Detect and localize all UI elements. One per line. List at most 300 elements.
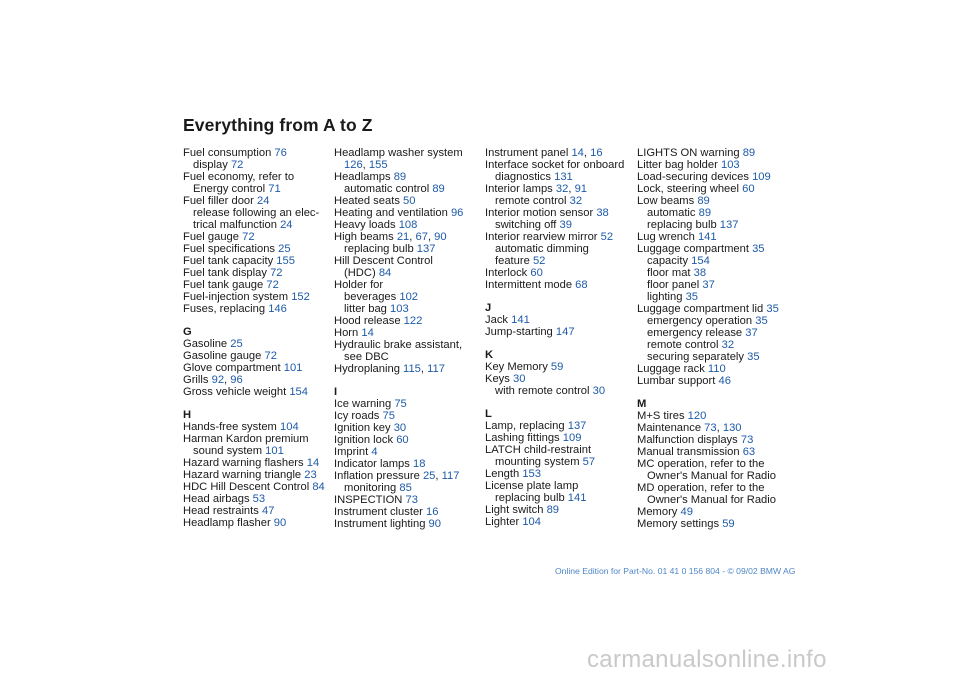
page-ref-separator: ,: [435, 470, 442, 482]
index-term: remote control: [495, 195, 570, 207]
index-term: Hydraulic brake assistant,: [334, 339, 463, 351]
page-ref-link[interactable]: 32: [721, 339, 735, 351]
page-ref-link[interactable]: 21: [396, 231, 410, 243]
index-entry: [637, 422, 782, 434]
page-ref-link[interactable]: 155: [368, 159, 388, 171]
page-ref-link[interactable]: 152: [291, 291, 310, 303]
index-term: Inflation pressure: [334, 470, 423, 482]
index-entry: [334, 446, 479, 458]
index-entry: [334, 434, 479, 446]
page-ref-link[interactable]: 25: [230, 338, 243, 350]
index-term: Intermittent mode: [485, 279, 576, 291]
page-ref-link[interactable]: 16: [590, 147, 603, 159]
index-entry: [637, 171, 782, 183]
index-subentry: [485, 195, 630, 207]
index-entry: [183, 481, 328, 493]
index-term: securing separately: [647, 351, 748, 363]
index-term: emergency operation: [647, 315, 756, 327]
page-ref-link[interactable]: 24: [257, 195, 270, 207]
page-ref-link[interactable]: 115: [403, 363, 421, 375]
index-term: capacity: [647, 255, 692, 267]
index-term: Headlamps: [334, 171, 394, 183]
page-ref-link[interactable]: 35: [766, 303, 779, 315]
index-term: Fuel consumption: [183, 147, 275, 159]
index-term: display: [193, 159, 231, 171]
page-ref-link[interactable]: 32: [555, 183, 569, 195]
index-term: HDC Hill Descent Control: [183, 481, 313, 493]
index-term: Key Memory: [485, 361, 551, 373]
page-ref-link[interactable]: 89: [742, 147, 756, 159]
index-term: Lumbar support: [637, 375, 719, 387]
index-subentry: [637, 494, 782, 506]
index-subentry: [637, 207, 782, 219]
page-ref-link[interactable]: 154: [691, 255, 710, 267]
index-term: Gasoline gauge: [183, 350, 265, 362]
site-watermark: carmanualsonline.info: [587, 646, 827, 673]
page-ref-link[interactable]: 96: [450, 207, 464, 219]
page-ref-link[interactable]: 25: [278, 243, 291, 255]
page-ref-link[interactable]: 90: [273, 517, 287, 529]
page-ref-link[interactable]: 39: [559, 219, 572, 231]
index-term: Maintenance: [637, 422, 705, 434]
index-subentry: [485, 171, 630, 183]
index-entry: [183, 433, 328, 445]
page-ref-link[interactable]: 141: [697, 231, 717, 243]
index-term: Interior motion sensor: [485, 207, 597, 219]
index-term: (HDC): [344, 267, 379, 279]
index-term: Owner's Manual for Radio: [647, 494, 776, 506]
index-entry: [183, 303, 328, 315]
index-term: Manual transmission: [637, 446, 743, 458]
index-term: Hazard warning triangle: [183, 469, 305, 481]
page-ref-link[interactable]: 117: [427, 363, 445, 375]
index-subentry: [637, 315, 782, 327]
index-subentry: [637, 291, 782, 303]
page-ref-link[interactable]: 68: [575, 279, 588, 291]
index-term: sound system: [193, 445, 266, 457]
index-entry: [183, 147, 328, 159]
index-term: Instrument lighting: [334, 518, 429, 530]
index-entry: [637, 482, 782, 494]
index-term: feature: [495, 255, 533, 267]
page-ref-link[interactable]: 91: [574, 183, 588, 195]
index-entry: [334, 410, 479, 422]
index-entry: [183, 243, 328, 255]
page-ref-separator: ,: [224, 374, 231, 386]
index-term: Instrument cluster: [334, 506, 427, 518]
index-entry: [183, 493, 328, 505]
page-title: Everything from A to Z: [183, 115, 373, 135]
index-term: Load-securing devices: [637, 171, 753, 183]
page-ref-link[interactable]: 72: [270, 267, 283, 279]
index-entry: [637, 410, 782, 422]
index-term: Lighter: [485, 516, 523, 528]
index-term: floor panel: [647, 279, 703, 291]
index-term: lighting: [647, 291, 686, 303]
page-ref-link[interactable]: 73: [405, 494, 418, 506]
index-entry: [485, 159, 630, 171]
index-term: Litter bag holder: [637, 159, 721, 171]
page-ref-link[interactable]: 108: [398, 219, 418, 231]
index-entry: [183, 338, 328, 350]
index-subentry: [637, 327, 782, 339]
page-ref-link[interactable]: 96: [230, 374, 243, 386]
index-term: Grills: [183, 374, 212, 386]
index-term: Interface socket for onboard: [485, 159, 625, 171]
page-ref-link[interactable]: 85: [399, 482, 412, 494]
page-ref-link[interactable]: 72: [230, 159, 244, 171]
page-ref-link[interactable]: 63: [742, 446, 756, 458]
index-term: Interior lamps: [485, 183, 556, 195]
index-entry: [334, 458, 479, 470]
index-section-letter: M: [637, 398, 647, 410]
index-entry: [183, 362, 328, 374]
index-entry: [485, 279, 630, 291]
index-term: Owner's Manual for Radio: [647, 470, 776, 482]
page-ref-link[interactable]: 141: [511, 314, 530, 326]
page-ref-link[interactable]: 67: [415, 231, 428, 243]
page-ref-link[interactable]: 109: [562, 432, 582, 444]
page-ref-link[interactable]: 35: [747, 351, 760, 363]
index-term: Hood release: [334, 315, 404, 327]
index-section-letter: L: [485, 408, 492, 420]
index-entry: [183, 255, 328, 267]
page-ref-link[interactable]: 89: [697, 195, 710, 207]
index-entry: [183, 279, 328, 291]
index-entry: [183, 231, 328, 243]
page-ref-link[interactable]: 35: [752, 243, 765, 255]
page-ref-link[interactable]: 72: [242, 231, 255, 243]
page-ref-link[interactable]: 14: [571, 147, 584, 159]
index-section-letter: I: [334, 386, 338, 398]
page-ref-separator: ,: [716, 422, 723, 434]
index-term: Malfunction displays: [637, 434, 741, 446]
page-ref-link[interactable]: 72: [266, 279, 279, 291]
page-ref-link[interactable]: 146: [268, 303, 287, 315]
index-term: Gross vehicle weight: [183, 386, 290, 398]
index-subentry: [637, 219, 782, 231]
index-entry: [485, 361, 630, 373]
page-ref-link[interactable]: 101: [283, 362, 303, 374]
index-entry: [637, 518, 782, 530]
index-entry: [637, 375, 782, 387]
index-entry: [334, 506, 479, 518]
index-term: Fuel tank gauge: [183, 279, 267, 291]
page-ref-link[interactable]: 147: [555, 326, 575, 338]
index-entry: [183, 350, 328, 362]
index-subentry: [183, 207, 328, 219]
index-term: Low beams: [637, 195, 698, 207]
page-ref-link[interactable]: 153: [522, 468, 541, 480]
page-ref-separator: ,: [568, 183, 575, 195]
page-ref-link[interactable]: 154: [289, 386, 308, 398]
index-entry: [637, 303, 782, 315]
index-term: Indicator lamps: [334, 458, 413, 470]
index-term: replacing bulb: [495, 492, 568, 504]
page-ref-link[interactable]: 60: [396, 434, 409, 446]
index-term: Interlock: [485, 267, 531, 279]
page-ref-link[interactable]: 137: [719, 219, 739, 231]
index-entry: [334, 147, 479, 159]
index-entry: [183, 517, 328, 529]
index-term: Fuel-injection system: [183, 291, 292, 303]
page-ref-link[interactable]: 72: [264, 350, 277, 362]
index-entry: [637, 243, 782, 255]
index-entry: [637, 231, 782, 243]
index-subentry: [637, 351, 782, 363]
page-ref-link[interactable]: 73: [740, 434, 754, 446]
index-term: Fuel specifications: [183, 243, 279, 255]
page-ref-separator: ,: [420, 363, 428, 375]
page-ref-link[interactable]: 4: [371, 446, 378, 458]
index-term: Gasoline: [183, 338, 231, 350]
index-term: Fuel filler door: [183, 195, 257, 207]
page-ref-link[interactable]: 32: [569, 195, 583, 207]
page-ref-link[interactable]: 117: [441, 470, 460, 482]
index-entry: [637, 506, 782, 518]
index-term: Ignition key: [334, 422, 394, 434]
index-term: Hands-free system: [183, 421, 280, 433]
page-ref-link[interactable]: 16: [426, 506, 439, 518]
page-ref-link[interactable]: 75: [394, 398, 407, 410]
index-section-letter: H: [183, 409, 192, 421]
page-ref-link[interactable]: 49: [680, 506, 693, 518]
index-entry: [485, 326, 630, 338]
page-ref-link[interactable]: 73: [704, 422, 717, 434]
index-subentry: [183, 219, 328, 231]
page-ref-link[interactable]: 103: [390, 303, 409, 315]
page-ref-link[interactable]: 104: [280, 421, 299, 433]
index-term: Keys: [485, 373, 513, 385]
index-term: Ignition lock: [334, 434, 397, 446]
index-term: Hazard warning flashers: [183, 457, 307, 469]
index-entry: [334, 231, 479, 243]
index-term: remote control: [647, 339, 722, 351]
index-entry: [637, 147, 782, 159]
index-subentry: [334, 303, 479, 315]
page-ref-link[interactable]: 92: [211, 374, 225, 386]
index-entry: [485, 432, 630, 444]
index-subentry: [637, 470, 782, 482]
index-term: Headlamp flasher: [183, 517, 274, 529]
index-term: see DBC: [344, 351, 389, 363]
index-entry: [183, 171, 328, 183]
index-entry: [183, 291, 328, 303]
page-ref-link[interactable]: 84: [312, 481, 325, 493]
page-ref-link[interactable]: 89: [393, 171, 407, 183]
index-entry: [334, 470, 479, 482]
page-ref-link[interactable]: 59: [722, 518, 735, 530]
index-section-letter: K: [485, 349, 494, 361]
index-subentry: [637, 255, 782, 267]
index-entry: [183, 421, 328, 433]
page-ref-link[interactable]: 50: [403, 195, 416, 207]
page-ref-link[interactable]: 75: [382, 410, 395, 422]
index-term: LIGHTS ON warning: [637, 147, 743, 159]
page-ref-link[interactable]: 38: [596, 207, 609, 219]
page-ref-link[interactable]: 90: [428, 518, 441, 530]
index-term: Imprint: [334, 446, 372, 458]
page-ref-link[interactable]: 23: [304, 469, 317, 481]
index-term: Jack: [485, 314, 512, 326]
index-term: Memory: [637, 506, 681, 518]
page-ref-link[interactable]: 24: [280, 219, 293, 231]
index-column-3: [485, 147, 630, 528]
index-entry: [334, 171, 479, 183]
index-subentry: [485, 385, 630, 397]
index-term: emergency release: [647, 327, 746, 339]
index-entry: [183, 267, 328, 279]
page-ref-link[interactable]: 110: [707, 363, 726, 375]
index-entry: [485, 183, 630, 195]
index-term: automatic control: [344, 183, 433, 195]
page-ref-link[interactable]: 37: [745, 327, 758, 339]
page-ref-link[interactable]: 89: [432, 183, 445, 195]
page-ref-link[interactable]: 53: [252, 493, 266, 505]
page-ref-separator: ,: [409, 231, 416, 243]
index-term: Fuel tank display: [183, 267, 271, 279]
index-entry: [485, 480, 630, 492]
index-term: M+S tires: [637, 410, 688, 422]
page-ref-link[interactable]: 89: [698, 207, 712, 219]
page-ref-link[interactable]: 60: [742, 183, 755, 195]
index-term: Fuel tank capacity: [183, 255, 277, 267]
page-ref-link[interactable]: 101: [265, 445, 284, 457]
page-ref-link[interactable]: 89: [546, 504, 560, 516]
index-entry: [637, 446, 782, 458]
index-entry: [183, 457, 328, 469]
page-ref-link[interactable]: 141: [567, 492, 587, 504]
index-term: switching off: [495, 219, 560, 231]
index-term: Heating and ventilation: [334, 207, 451, 219]
index-entry: [485, 444, 630, 456]
index-subentry: [637, 267, 782, 279]
index-term: release following an elec-: [193, 207, 320, 219]
index-entry: [334, 315, 479, 327]
index-entry: [485, 516, 630, 528]
page-ref-link[interactable]: 52: [600, 231, 614, 243]
index-term: Icy roads: [334, 410, 383, 422]
index-entry: [334, 518, 479, 530]
index-term: Jump-starting: [485, 326, 556, 338]
page-ref-link[interactable]: 120: [687, 410, 707, 422]
index-term: Holder for: [334, 279, 384, 291]
index-term: Horn: [334, 327, 362, 339]
index-term: Light switch: [485, 504, 547, 516]
index-entry: [637, 458, 782, 470]
page-ref-link[interactable]: 104: [522, 516, 541, 528]
page-ref-link[interactable]: 37: [702, 279, 715, 291]
index-entry: [183, 505, 328, 517]
index-term: monitoring: [344, 482, 400, 494]
index-subentry: [334, 267, 479, 279]
page-ref-link[interactable]: 103: [720, 159, 740, 171]
index-term: Luggage compartment: [637, 243, 753, 255]
page-ref-link[interactable]: 90: [434, 231, 447, 243]
page-ref-link[interactable]: 71: [268, 183, 281, 195]
index-entry: [334, 398, 479, 410]
index-term: Ice warning: [334, 398, 395, 410]
page-ref-link[interactable]: 18: [412, 458, 426, 470]
index-entry: [637, 183, 782, 195]
index-term: beverages: [344, 291, 400, 303]
page-ref-link[interactable]: 131: [554, 171, 573, 183]
index-entry: [334, 219, 479, 231]
index-term: Energy control: [193, 183, 269, 195]
page-ref-link[interactable]: 59: [550, 361, 564, 373]
index-subentry: [485, 219, 630, 231]
index-entry: [637, 159, 782, 171]
index-term: Heated seats: [334, 195, 404, 207]
index-entry: [183, 195, 328, 207]
index-subentry: [485, 492, 630, 504]
index-column-4: [637, 147, 782, 530]
index-term: with remote control: [495, 385, 593, 397]
page-ref-link[interactable]: 60: [530, 267, 543, 279]
index-term: replacing bulb: [647, 219, 720, 231]
page-ref-link[interactable]: 14: [361, 327, 374, 339]
page-ref-link[interactable]: 122: [403, 315, 423, 327]
page-ref-link[interactable]: 130: [722, 422, 742, 434]
index-term: floor mat: [647, 267, 694, 279]
page-ref-link[interactable]: 30: [393, 422, 407, 434]
page-ref-link[interactable]: 25: [422, 470, 436, 482]
page-ref-link[interactable]: 46: [718, 375, 731, 387]
page-ref-link[interactable]: 109: [752, 171, 771, 183]
page-ref-link[interactable]: 137: [567, 420, 587, 432]
page-ref-link[interactable]: 52: [532, 255, 546, 267]
page-ref-separator: ,: [427, 231, 435, 243]
index-term: Headlamp washer system: [334, 147, 463, 159]
index-term: Lug wrench: [637, 231, 698, 243]
page-ref-link[interactable]: 30: [592, 385, 606, 397]
page-ref-link[interactable]: 35: [685, 291, 699, 303]
index-subentry: [485, 243, 630, 255]
page-ref-link[interactable]: 30: [512, 373, 526, 385]
index-entry: [334, 327, 479, 339]
page-ref-link[interactable]: 137: [416, 243, 436, 255]
page-ref-link[interactable]: 47: [261, 505, 275, 517]
page-ref-link[interactable]: 38: [693, 267, 707, 279]
index-term: Harman Kardon premium: [183, 433, 309, 445]
index-entry: [183, 469, 328, 481]
page-ref-link[interactable]: 84: [378, 267, 392, 279]
index-subentry: [637, 279, 782, 291]
index-term: LATCH child-restraint: [485, 444, 592, 456]
page-ref-link[interactable]: 126: [344, 159, 363, 171]
index-term: Head airbags: [183, 493, 253, 505]
index-subentry: [485, 255, 630, 267]
index-term: Fuses, replacing: [183, 303, 269, 315]
page-ref-link[interactable]: 35: [755, 315, 768, 327]
index-subentry: [334, 291, 479, 303]
index-entry: [485, 231, 630, 243]
index-entry: [334, 494, 479, 506]
page-ref-link[interactable]: 155: [276, 255, 295, 267]
index-column-2: [334, 147, 479, 530]
page-ref-link[interactable]: 102: [399, 291, 419, 303]
index-term: Memory settings: [637, 518, 723, 530]
index-subentry: [183, 159, 328, 171]
page-ref-link[interactable]: 14: [306, 457, 320, 469]
index-entry: [485, 314, 630, 326]
index-subentry: [334, 243, 479, 255]
page-ref-link[interactable]: 57: [582, 456, 596, 468]
page-ref-link[interactable]: 76: [274, 147, 287, 159]
index-section-letter: J: [485, 302, 492, 314]
index-term: Instrument panel: [485, 147, 572, 159]
index-term: MD operation, refer to the: [637, 482, 765, 494]
